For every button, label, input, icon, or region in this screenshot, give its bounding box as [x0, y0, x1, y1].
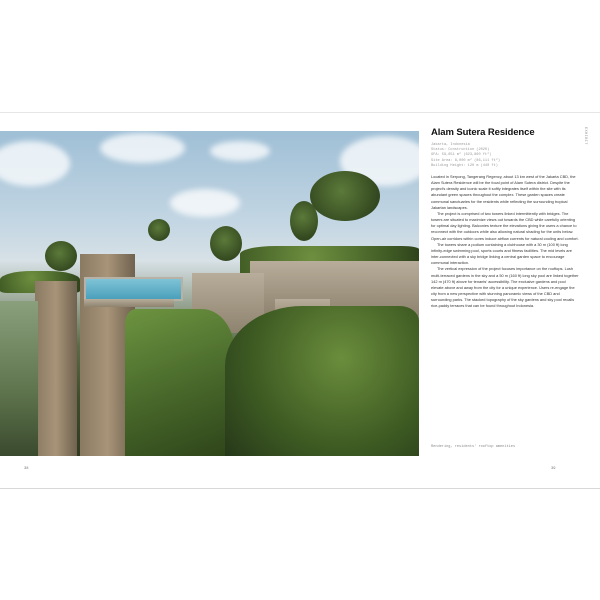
project-facts [431, 143, 579, 169]
tree-shape [45, 241, 77, 271]
article-title: Alam Sutera Residence [431, 127, 535, 138]
cloud-shape [170, 189, 240, 217]
cloud-shape [0, 141, 70, 186]
section-tab: EXHIBIT [583, 127, 587, 145]
sky-garden-terraces [125, 309, 235, 456]
paragraph: Located in Serpong, Tangerang Regency, about 13 km west of the Jakarta CBD, the Alam Sutera Residence will be the focal point of Alam Sutera district. Despite the project's density and iconic scale it softly integrates itself within the site with its abundant green spaces throughout the complex. These garden spaces create communal sanctuaries for the residents while reflecting the surrounding tropical Jakartan landscapes. [431, 174, 576, 210]
cloud-shape [210, 141, 270, 161]
left-page-number: 38 [24, 467, 29, 471]
paragraph: The project is comprised of two towers linked intermittently with bridges. The towers are situated to maximize views out towards the CBD while carefully orienting for optimal day lighting. Balconies texture the elevations giving the users a chance to reconnect with the outdoors while also allowing natural shading for the units below. Open-air corridors within cores induce airflow currents for natural cooling and comfort. [431, 210, 579, 241]
project-site-area: Site Area: 8,000 m² (86,111 ft²) [431, 158, 501, 163]
tree-shape [290, 201, 318, 241]
tower-left [35, 281, 77, 456]
tree-shape [210, 226, 242, 261]
project-location: Jakarta, Indonesia [431, 143, 470, 147]
right-page-number: 39 [551, 467, 556, 471]
photo-caption: Rendering, residents' rooftop amenities [431, 445, 516, 449]
project-height: Building Height: 120 m (440 ft) [431, 163, 498, 168]
tree-shape [310, 171, 380, 221]
article-body [431, 174, 579, 309]
green-roof-foreground [225, 306, 419, 456]
paragraph: The vertical expression of the project focuses importance on the rooftops. Lush multi-terraced gardens in the sky and a 50 m (160 ft) long sky pool are linked together 142 m (470 ft) above for tenants' accessibility. The exclusive gardens and pool elevate above and away from the city for a unique experience. Users re-engage the city from a new perspective with stunning panoramic views of the CBD and surrounding parks. The stacked topography of the sky gardens and sky pool recalls rice-paddy terraces that can be found throughout Indonesia. [431, 266, 579, 309]
cloud-shape [100, 133, 185, 163]
paragraph: The towers share a podium containing a clubhouse with a 30 m (100 ft) long infinity-edge swimming pool, sports courts and fitness facilities. The mid levels are inter-connected with a sky bridge linking a central garden space to encourage communal interaction. [431, 241, 572, 266]
project-status: Status: Construction (2020) [431, 148, 490, 153]
tree-shape [148, 219, 170, 241]
project-gfa: GFA: 59,651 m² (623,860 ft²) [431, 153, 492, 158]
architecture-rendering-photo [0, 131, 419, 456]
pool-deck [84, 299, 174, 307]
infinity-pool [84, 277, 183, 301]
article-column [431, 127, 579, 309]
city-below [0, 301, 38, 456]
book-spread [0, 112, 600, 489]
